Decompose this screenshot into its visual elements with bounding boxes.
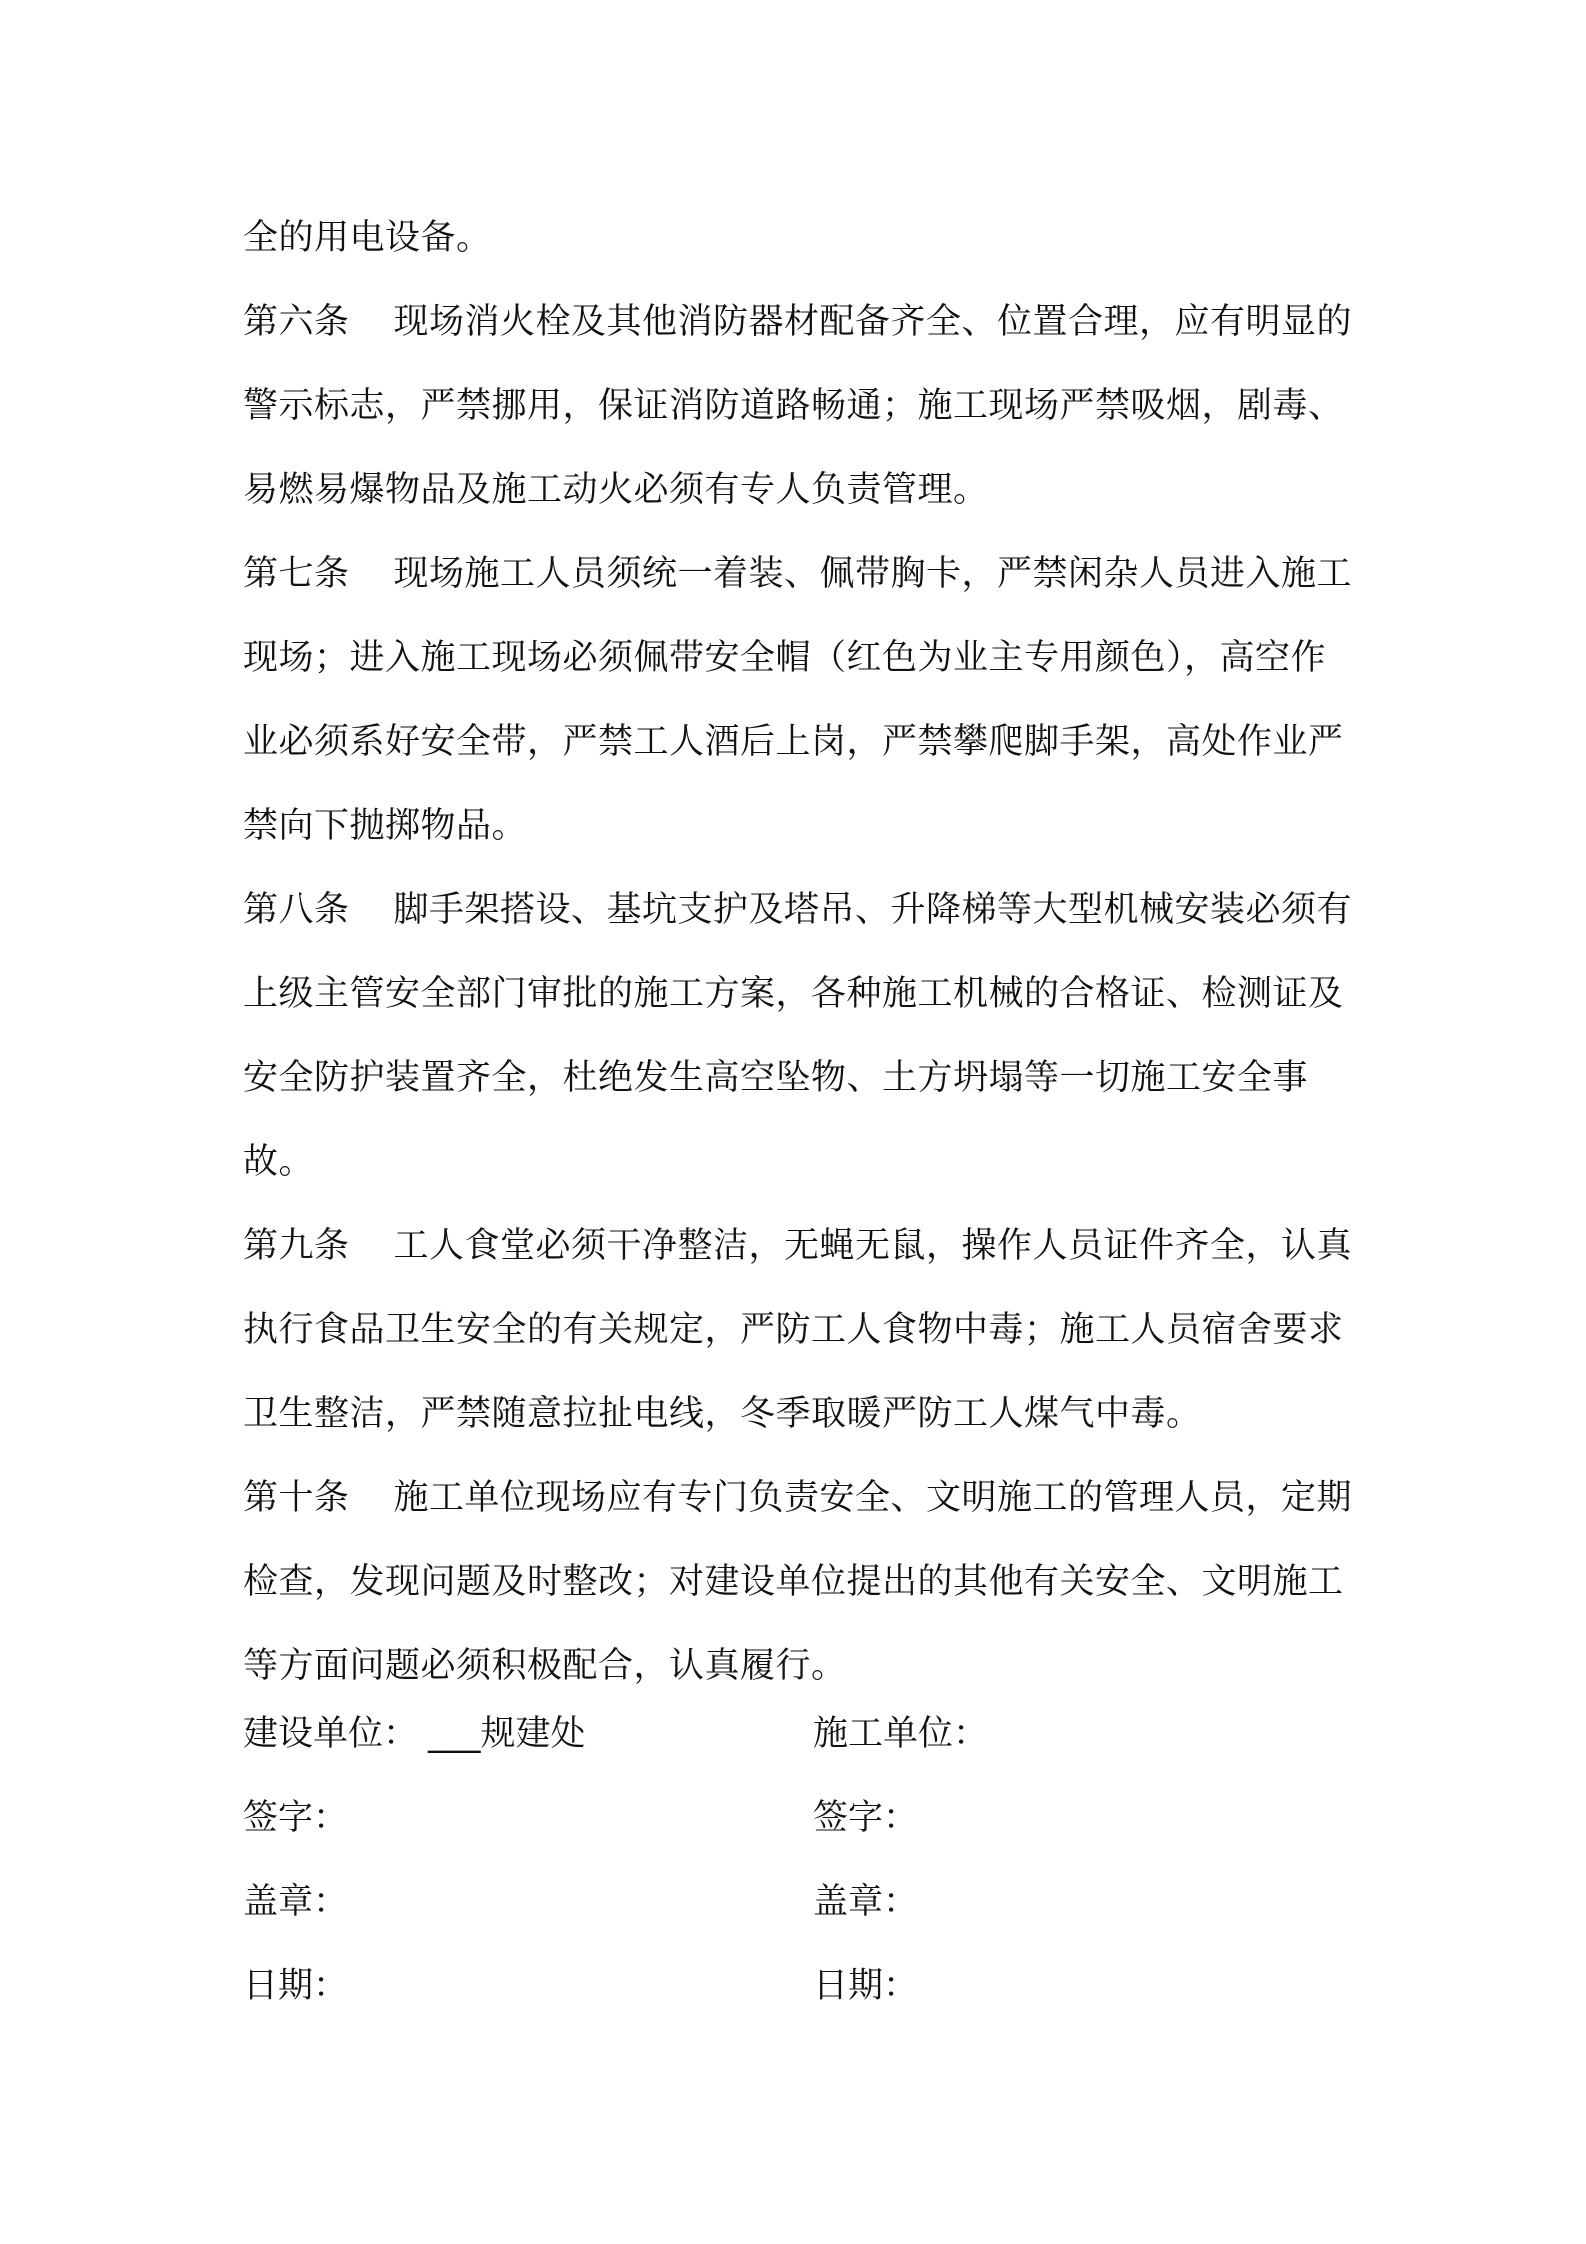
owner-seal-label: 盖章： [243, 1882, 349, 1922]
owner-seal [243, 1860, 813, 1944]
contractor-sign-label: 签字： [813, 1798, 919, 1838]
article-label: 第九条 [243, 1226, 350, 1266]
article-7 [243, 532, 1355, 868]
article-label: 第七条 [243, 554, 350, 594]
signature-block [243, 1692, 1355, 2028]
owner-unit-label: 建设单位： [243, 1714, 419, 1754]
article-9 [243, 1204, 1355, 1456]
article-text: 脚手架搭设、基坑支护及塔吊、升降梯等大型机械安装必须有上级主管安全部门审批的施工方案，各种施工机械的合格证、检测证及安全防护装置齐全，杜绝发生高空坠物、土方坍塌等一切施工安全事故。 [243, 890, 1353, 1182]
owner-unit-value: ___规建处 [428, 1714, 586, 1754]
document-body [243, 196, 1355, 1708]
contractor-seal-label: 盖章： [813, 1882, 919, 1922]
owner-unit [243, 1692, 813, 1776]
contractor-sign [813, 1776, 1313, 1860]
owner-sign [243, 1776, 813, 1860]
contractor-date [813, 1944, 1313, 2028]
owner-date-label: 日期： [243, 1966, 349, 2006]
date-row [243, 1944, 1355, 2028]
contractor-unit-label: 施工单位： [813, 1714, 989, 1754]
article-8 [243, 868, 1355, 1204]
owner-sign-label: 签字： [243, 1798, 349, 1838]
contractor-seal [813, 1860, 1313, 1944]
article-text: 现场施工人员须统一着装、佩带胸卡，严禁闲杂人员进入施工现场；进入施工现场必须佩带安全帽（红色为业主专用颜色），高空作业必须系好安全带，严禁工人酒后上岗，严禁攀爬脚手架，高处作业严禁向下抛掷物品。 [243, 554, 1353, 846]
unit-row [243, 1692, 1355, 1776]
article-label: 第八条 [243, 890, 350, 930]
article-6 [243, 280, 1355, 532]
article-10 [243, 1456, 1355, 1708]
article-label: 第六条 [243, 302, 350, 342]
article-text: 工人食堂必须干净整洁，无蝇无鼠，操作人员证件齐全，认真执行食品卫生安全的有关规定，严防工人食物中毒；施工人员宿舍要求卫生整洁，严禁随意拉扯电线，冬季取暖严防工人煤气中毒。 [243, 1226, 1353, 1434]
seal-row [243, 1860, 1355, 1944]
contractor-unit [813, 1692, 1313, 1776]
article-label: 第十条 [243, 1478, 350, 1518]
sign-row [243, 1776, 1355, 1860]
continuation-text: 全的用电设备。 [243, 218, 492, 258]
article-text: 现场消火栓及其他消防器材配备齐全、位置合理，应有明显的警示标志，严禁挪用，保证消防道路畅通；施工现场严禁吸烟，剧毒、易燃易爆物品及施工动火必须有专人负责管理。 [243, 302, 1353, 510]
owner-date [243, 1944, 813, 2028]
article-text: 施工单位现场应有专门负责安全、文明施工的管理人员，定期检查，发现问题及时整改；对建设单位提出的其他有关安全、文明施工等方面问题必须积极配合，认真履行。 [243, 1478, 1353, 1686]
contractor-date-label: 日期： [813, 1966, 919, 2006]
